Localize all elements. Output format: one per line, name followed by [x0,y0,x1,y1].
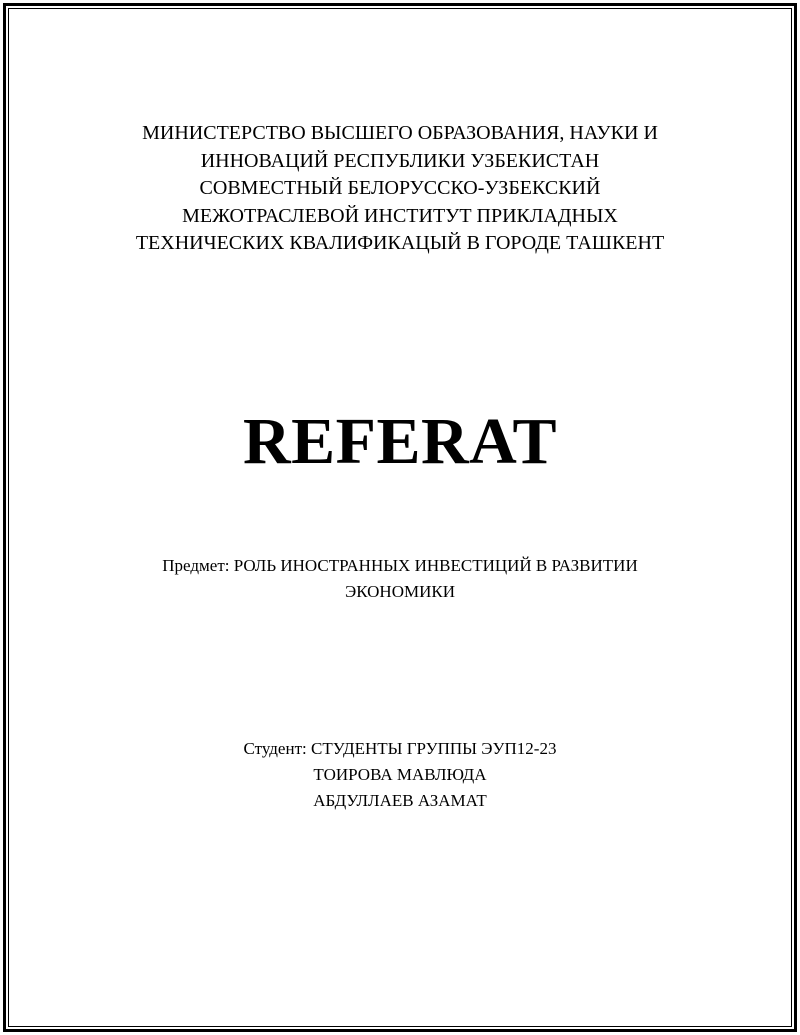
student-name: ТОИРОВА МАВЛЮДА [313,765,487,784]
institution-header [0,120,800,258]
header-line: МИНИСТЕРСТВО ВЫСШЕГО ОБРАЗОВАНИЯ, НАУКИ И [142,122,658,144]
subject-block [0,553,800,605]
subject-line: ЭКОНОМИКИ [345,582,455,601]
document-title: REFERAT [243,405,557,478]
students-line: Студент: СТУДЕНТЫ ГРУППЫ ЭУП12-23 [243,739,557,758]
header-line: МЕЖОТРАСЛЕВОЙ ИНСТИТУТ ПРИКЛАДНЫХ [182,204,618,227]
subject-line: Предмет: РОЛЬ ИНОСТРАННЫХ ИНВЕСТИЦИЙ В РАЗВИТИИ [162,556,638,575]
header-line: ТЕХНИЧЕСКИХ КВАЛИФИКАЦЫЙ В ГОРОДЕ ТАШКЕНТ [135,232,665,254]
students-block [0,736,800,814]
header-line: ИННОВАЦИЙ РЕСПУБЛИКИ УЗБЕКИСТАН [200,149,600,172]
student-name: АБДУЛЛАЕВ АЗАМАТ [313,791,487,810]
header-line: СОВМЕСТНЫЙ БЕЛОРУССКО-УЗБЕКСКИЙ [199,177,601,199]
